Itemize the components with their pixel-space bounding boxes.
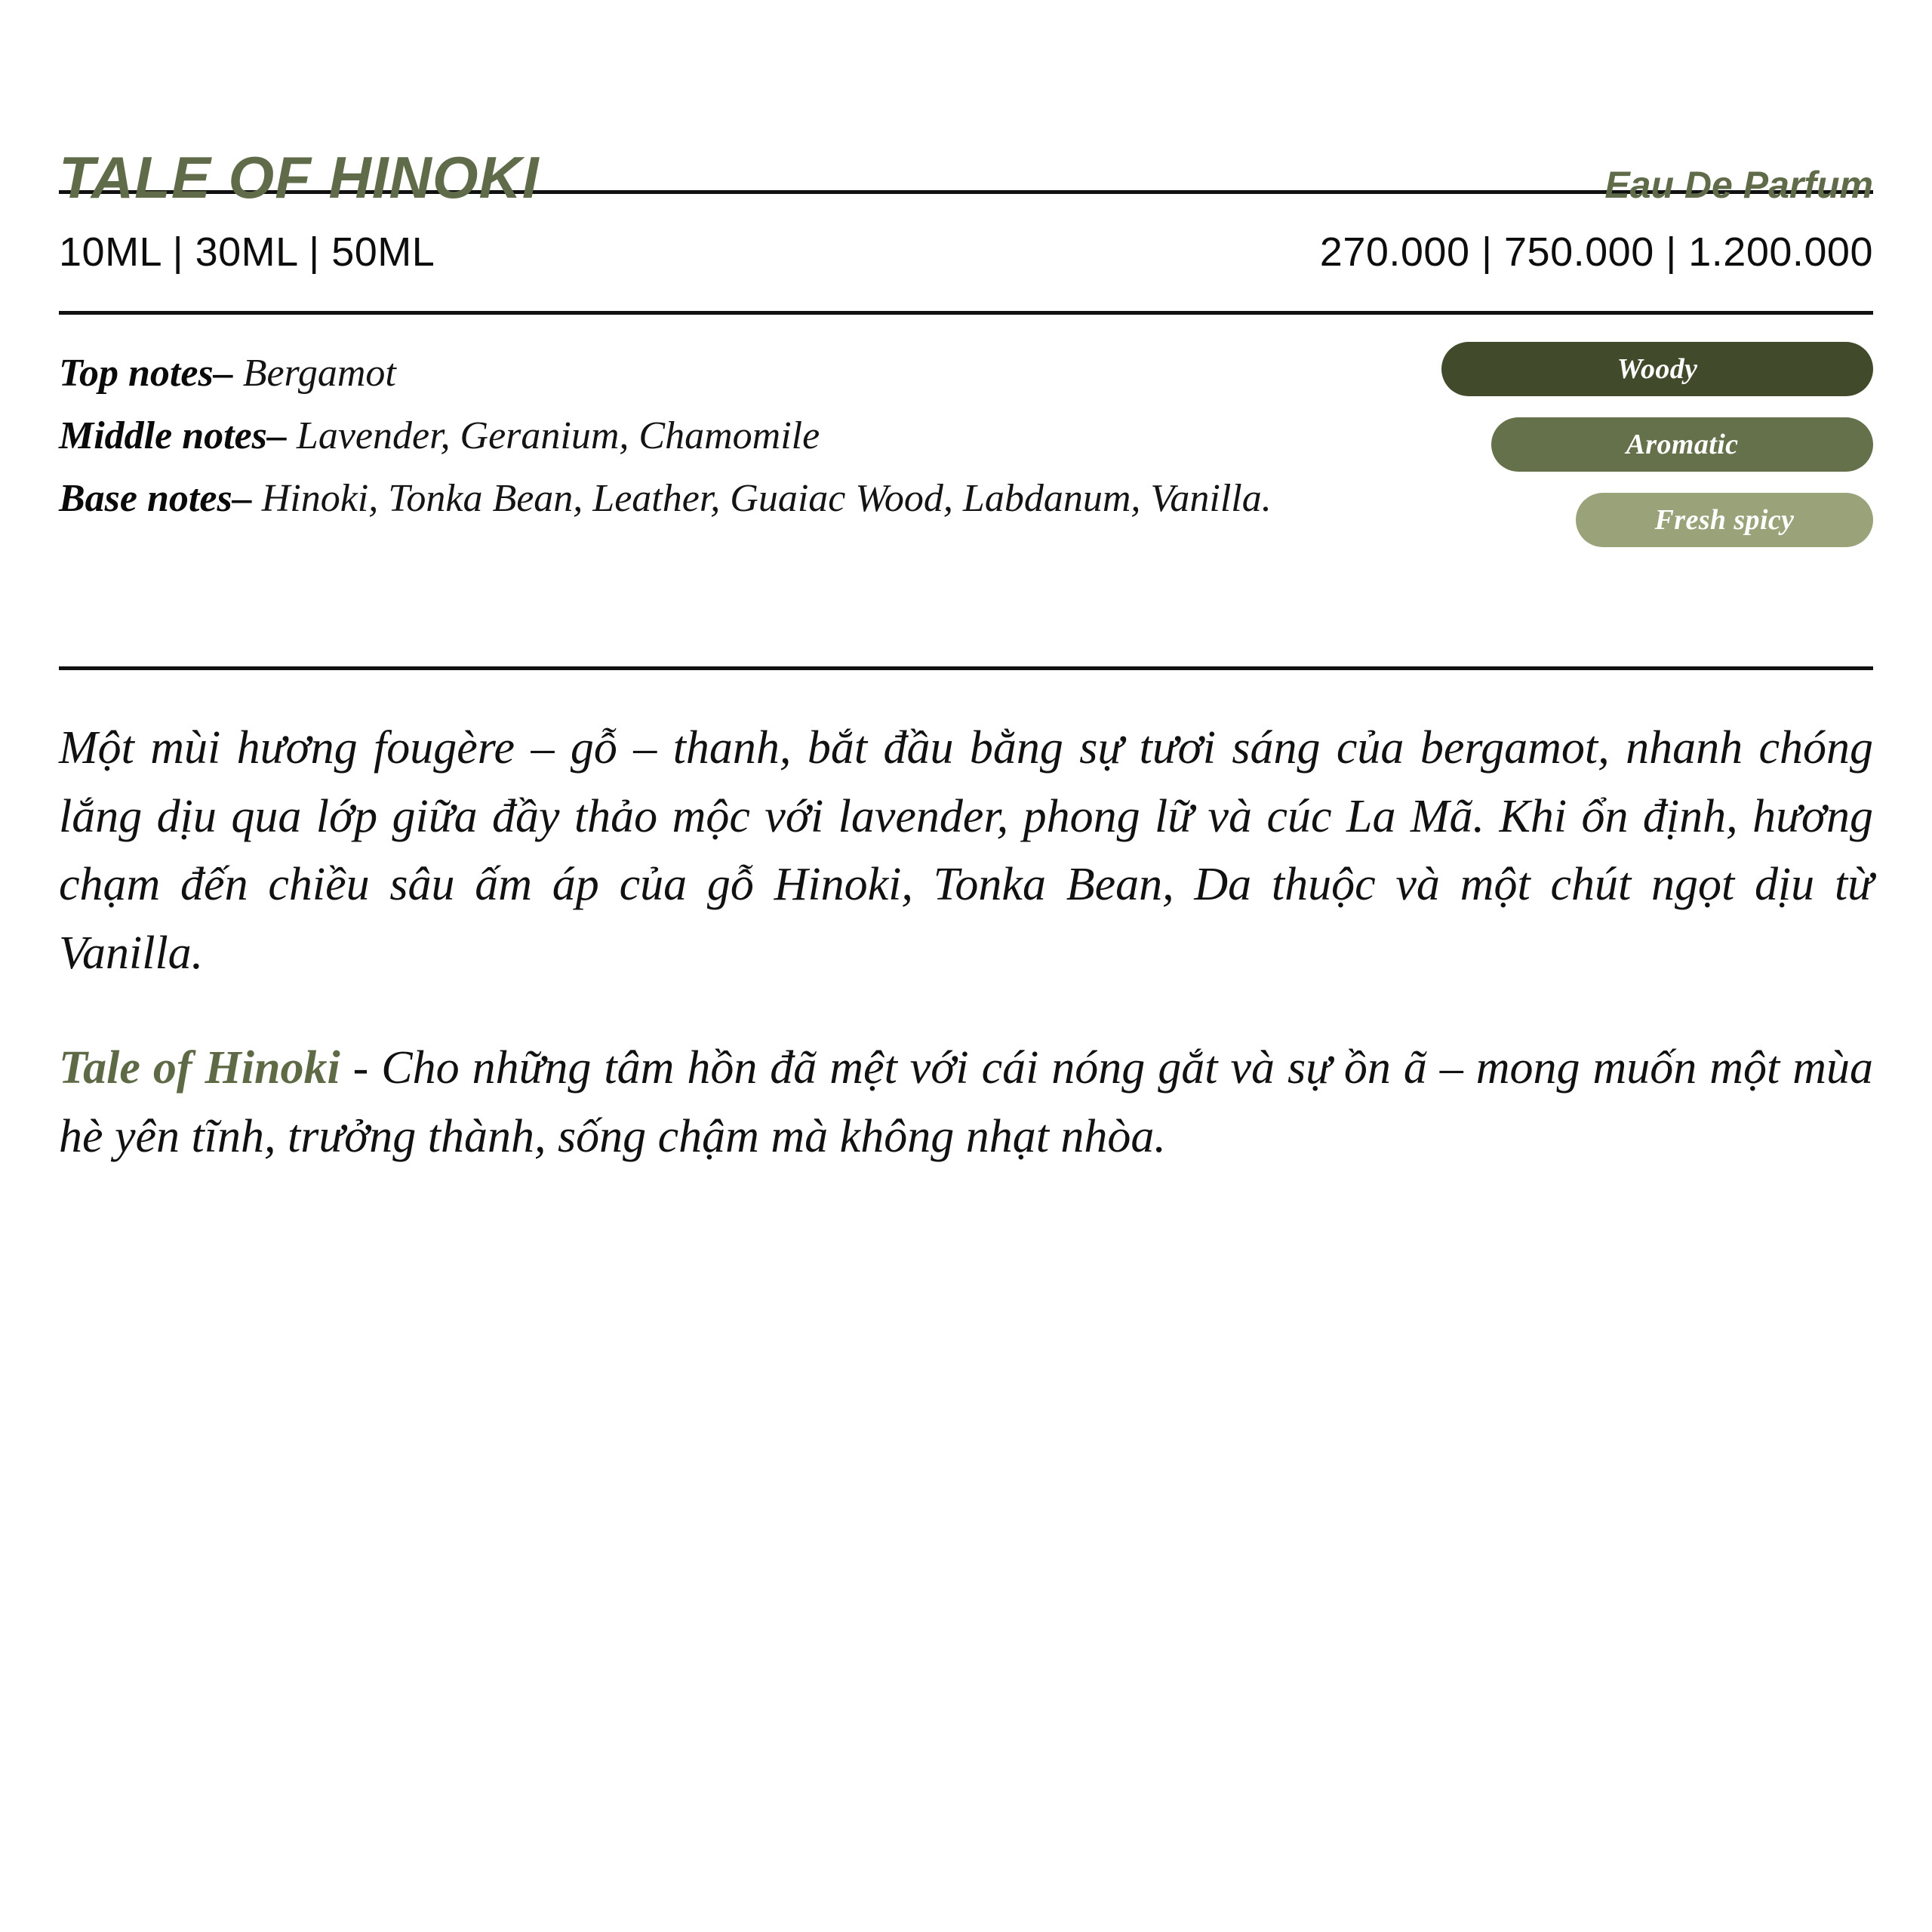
notes-list: [59, 348, 1410, 525]
note-value-top: Bergamot: [242, 352, 396, 395]
status-badge-aromatic: Aromatic: [1491, 417, 1873, 472]
description-paragraph-story: [59, 1034, 1873, 1171]
concentration-label: Eau De Parfum: [1604, 164, 1873, 206]
story-rest: - Cho những tâm hồn đã mệt với cái nóng gắt và sự ồn ã – mong muốn một mùa hè yên tĩnh, trưởng thành, sống chậm mà không nhạt nhòa.: [59, 1042, 1873, 1162]
price-options: 270.000 | 750.000 | 1.200.000: [1319, 229, 1873, 275]
page-title: TALE OF HINOKI: [59, 144, 540, 211]
note-value-base: Hinoki, Tonka Bean, Leather, Guaiac Wood, Labdanum, Vanilla.: [261, 476, 1272, 520]
scent-family-badges: [1441, 342, 1873, 547]
note-value-middle: Lavender, Geranium, Chamomile: [296, 414, 820, 458]
note-row-top: [59, 348, 1410, 400]
description-paragraph-scent: Một mùi hương fougère – gỗ – thanh, bắt đầu bằng sự tươi sáng của bergamot, nhanh chóng lắng dịu qua lớp giữa đầy thảo mộc với lavender, phong lữ và cúc La Mã. Khi ổn định, hương chạm đến chiều sâu ấm áp của gỗ Hinoki, Tonka Bean, Da thuộc và một chút ngọt dịu từ Vanilla.: [59, 722, 1873, 979]
status-badge-fresh-spicy: Fresh spicy: [1576, 493, 1873, 547]
note-label-base: Base notes: [59, 476, 232, 520]
note-label-top: Top notes: [59, 352, 214, 395]
note-row-base: [59, 473, 1410, 525]
fragrance-notes-section: [59, 315, 1873, 632]
note-row-middle: [59, 411, 1410, 463]
note-dash-base: –: [232, 476, 252, 520]
note-dash-middle: –: [266, 414, 287, 458]
story-lead-in: Tale of Hinoki: [59, 1042, 340, 1094]
note-label-middle: Middle notes: [59, 414, 267, 458]
description-section: [59, 670, 1873, 1171]
size-options: 10ML | 30ML | 50ML: [59, 229, 435, 275]
card-header: [59, 0, 1873, 211]
status-badge-woody: Woody: [1441, 342, 1873, 396]
note-dash-top: –: [213, 352, 233, 395]
